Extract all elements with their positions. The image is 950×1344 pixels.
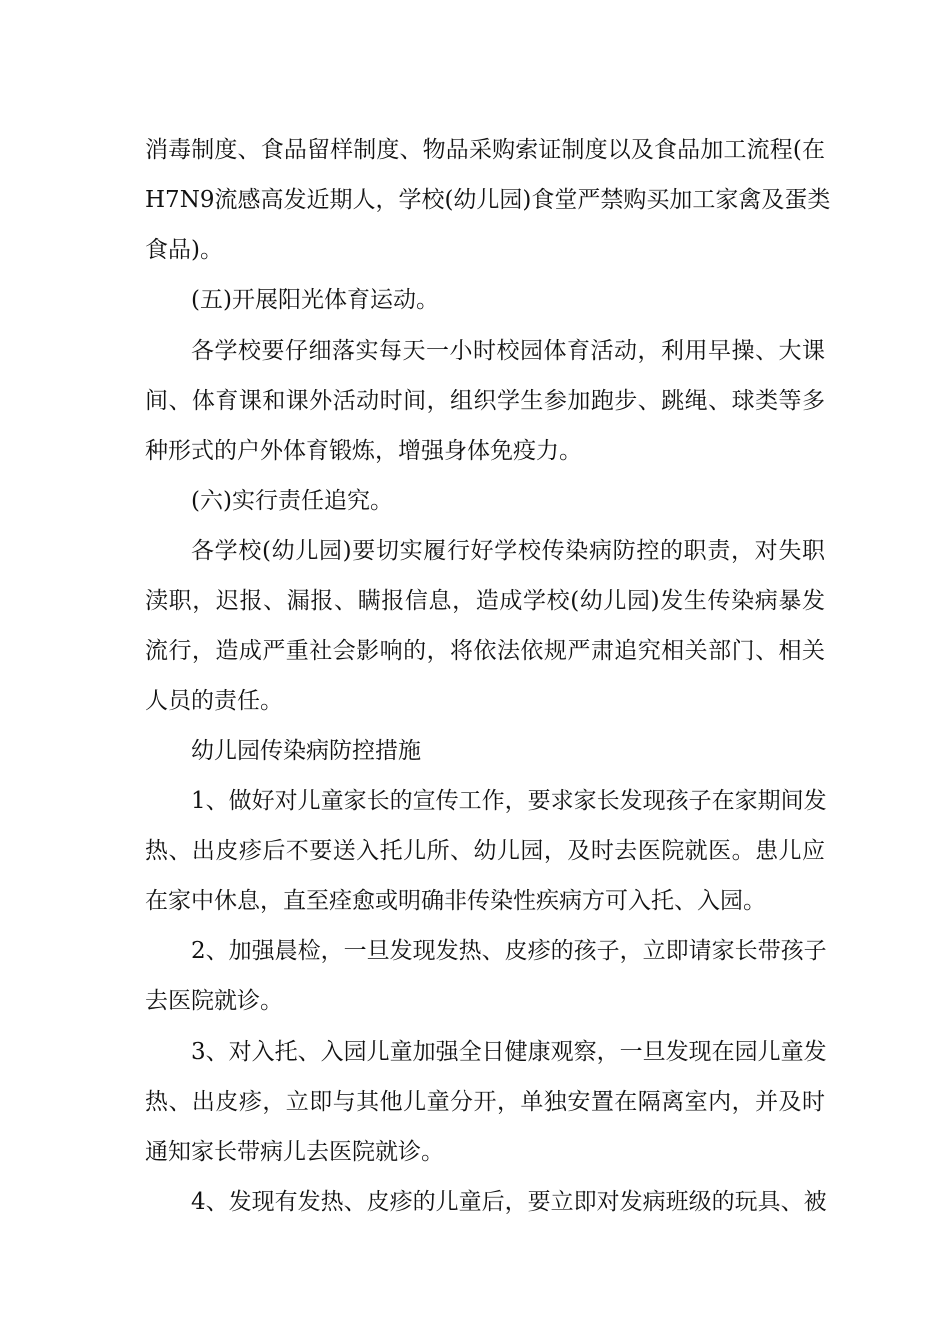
text-line: 4、发现有发热、皮疹的儿童后，要立即对发病班级的玩具、被 bbox=[191, 1189, 827, 1215]
text-line: 热、出皮疹，立即与其他儿童分开，单独安置在隔离室内，并及时 bbox=[145, 1089, 825, 1115]
text-line: 渎职，迟报、漏报、瞒报信息，造成学校(幼儿园)发生传染病暴发 bbox=[145, 588, 825, 614]
text-line: 消毒制度、食品留样制度、物品采购索证制度以及食品加工流程(在 bbox=[145, 137, 825, 163]
text-line: 各学校(幼儿园)要切实履行好学校传染病防控的职责，对失职 bbox=[191, 538, 825, 564]
text-line: 1、做好对儿童家长的宣传工作，要求家长发现孩子在家期间发 bbox=[191, 788, 827, 814]
text-line: 2、加强晨检，一旦发现发热、皮疹的孩子，立即请家长带孩子 bbox=[191, 938, 827, 964]
text-line: 在家中休息，直至痊愈或明确非传染性疾病方可入托、入园。 bbox=[145, 888, 766, 914]
text-line: 各学校要仔细落实每天一小时校园体育活动，利用早操、大课 bbox=[191, 338, 825, 364]
text-line: H7N9流感高发近期人，学校(幼儿园)食堂严禁购买加工家禽及蛋类 bbox=[145, 187, 831, 213]
section-heading: (五)开展阳光体育运动。 bbox=[191, 287, 439, 313]
text-line: 3、对入托、入园儿童加强全日健康观察，一旦发现在园儿童发 bbox=[191, 1039, 827, 1065]
section-heading: (六)实行责任追究。 bbox=[191, 488, 393, 514]
text-line: 人员的责任。 bbox=[145, 688, 283, 714]
text-line: 通知家长带病儿去医院就诊。 bbox=[145, 1139, 444, 1165]
text-line: 热、出皮疹后不要送入托儿所、幼儿园，及时去医院就医。患儿应 bbox=[145, 838, 825, 864]
text-line: 流行，造成严重社会影响的，将依法依规严肃追究相关部门、相关 bbox=[145, 638, 825, 664]
text-line: 食品)。 bbox=[145, 237, 223, 263]
text-line: 种形式的户外体育锻炼，增强身体免疫力。 bbox=[145, 438, 582, 464]
text-line: 去医院就诊。 bbox=[145, 988, 283, 1014]
section-heading: 幼儿园传染病防控措施 bbox=[191, 738, 421, 764]
text-line: 间、体育课和课外活动时间，组织学生参加跑步、跳绳、球类等多 bbox=[145, 388, 825, 414]
